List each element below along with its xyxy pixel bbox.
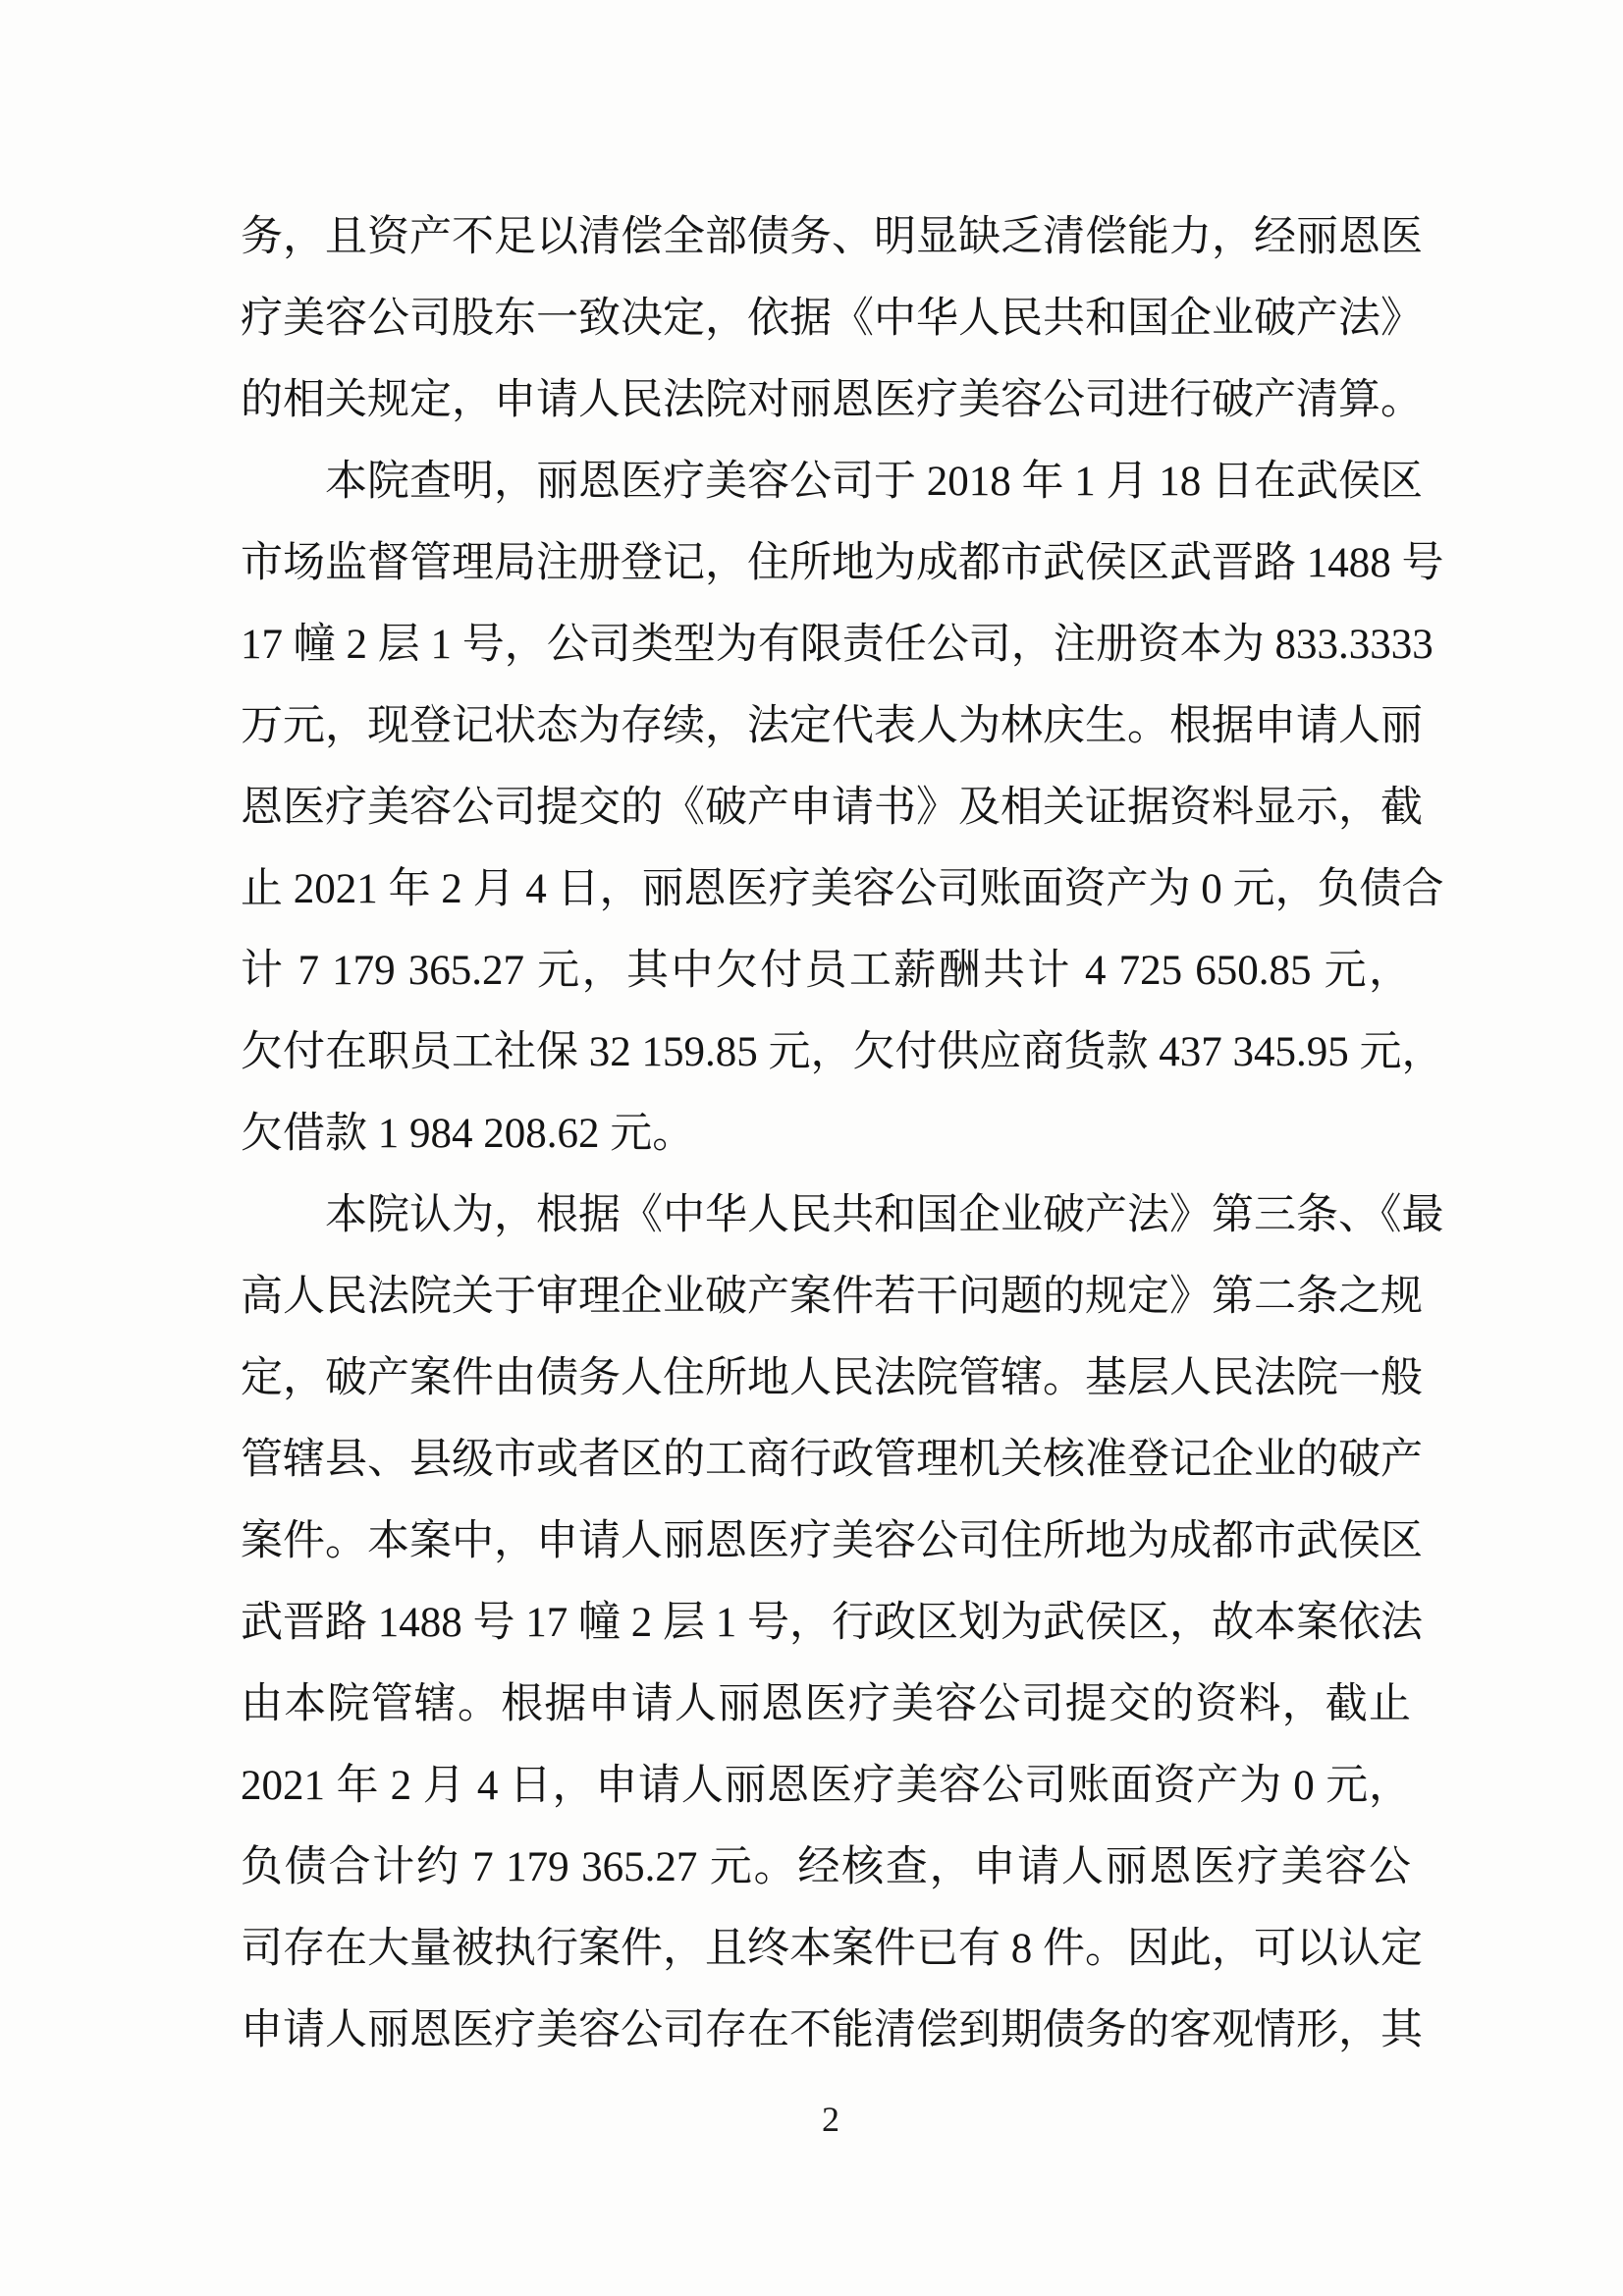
text-line: 武晋路 1488 号 17 幢 2 层 1 号，行政区划为武侯区，故本案依法 xyxy=(241,1600,1423,1646)
paragraph xyxy=(241,1175,1444,2071)
page-number: 2 xyxy=(822,2100,839,2139)
text-line: 万元，现登记状态为存续，法定代表人为林庆生。根据申请人丽 xyxy=(241,703,1423,749)
text-line: 的相关规定，申请人民法院对丽恩医疗美容公司进行破产清算。 xyxy=(241,377,1423,423)
text-line: 司存在大量被执行案件，且终本案件已有 8 件。因此，可以认定 xyxy=(241,1926,1423,1972)
text-line: 高人民法院关于审理企业破产案件若干问题的规定》第二条之规 xyxy=(241,1274,1423,1320)
text-line: 本院认为，根据《中华人民共和国企业破产法》第三条、《最 xyxy=(325,1192,1444,1238)
text-line: 计 7 179 365.27 元，其中欠付员工薪酬共计 4 725 650.85 元， xyxy=(241,948,1411,994)
text-line: 恩医疗美容公司提交的《破产申请书》及相关证据资料显示，截 xyxy=(241,785,1423,831)
text-line: 定，破产案件由债务人住所地人民法院管辖。基层人民法院一般 xyxy=(241,1355,1423,1401)
text-line: 欠付在职员工社保 32 159.85 元，欠付供应商货款 437 345.95 元， xyxy=(241,1029,1444,1075)
text-line: 止 2021 年 2 月 4 日，丽恩医疗美容公司账面资产为 0 元，负债合 xyxy=(241,866,1444,912)
text-line: 务，且资产不足以清偿全部债务、明显缺乏清偿能力，经丽恩医 xyxy=(241,214,1423,260)
text-line: 本院查明，丽恩医疗美容公司于 2018 年 1 月 18 日在武侯区 xyxy=(325,459,1423,505)
paragraph xyxy=(241,441,1444,1175)
text-line: 2021 年 2 月 4 日，申请人丽恩医疗美容公司账面资产为 0 元， xyxy=(241,1763,1411,1809)
text-line: 市场监督管理局注册登记，住所地为成都市武侯区武晋路 1488 号 xyxy=(241,540,1444,586)
text-line: 欠借款 1 984 208.62 元。 xyxy=(241,1111,695,1157)
document-body xyxy=(241,196,1444,2071)
paragraph xyxy=(241,196,1423,441)
text-line: 管辖县、县级市或者区的工商行政管理机关核准登记企业的破产 xyxy=(241,1437,1423,1483)
text-line: 案件。本案中，申请人丽恩医疗美容公司住所地为成都市武侯区 xyxy=(241,1518,1423,1564)
text-line: 负债合计约 7 179 365.27 元。经核查，申请人丽恩医疗美容公 xyxy=(241,1844,1411,1890)
text-line: 由本院管辖。根据申请人丽恩医疗美容公司提交的资料，截止 xyxy=(241,1681,1411,1727)
text-line: 疗美容公司股东一致决定，依据《中华人民共和国企业破产法》 xyxy=(241,296,1423,342)
text-line: 17 幢 2 层 1 号，公司类型为有限责任公司，注册资本为 833.3333 xyxy=(241,622,1434,668)
text-line: 申请人丽恩医疗美容公司存在不能清偿到期债务的客观情形，其 xyxy=(241,2007,1423,2053)
